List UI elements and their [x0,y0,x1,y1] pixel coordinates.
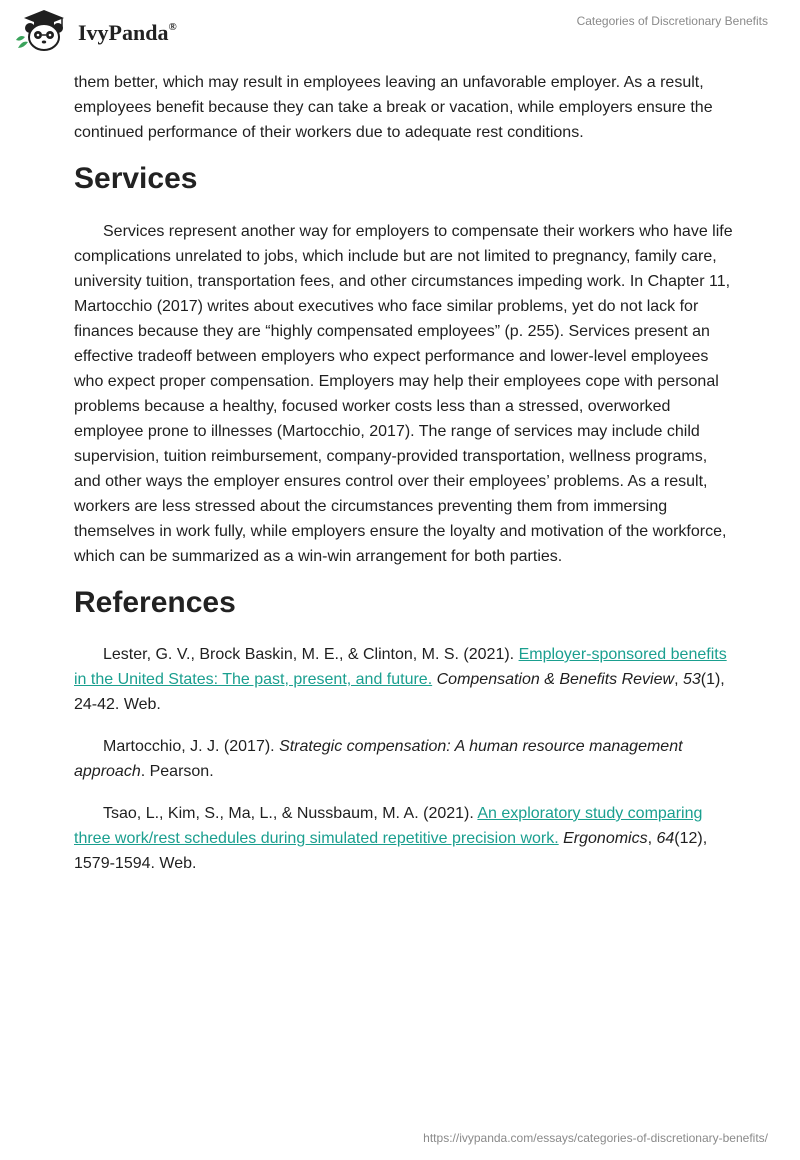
references-heading: References [74,586,236,619]
reference-volume: 53 [682,671,701,688]
services-paragraph: Services represent another way for employers to compensate their workers who have life complications unrelated to jobs, which include but are not limited to pregnancy, family care, university tuition, transportation fees, and other circumstances impeding work. In Chapter 11, Martocchio (2017) writes about executives who face similar problems, yet do not lack for finances because they are “highly compensated employees” (p. 255). Services present an effective tradeoff between employers who expect performance and lower-level employees who expect proper compensation. Employers may help their employees cope with personal problems because a healthy, focused worker costs less than a stressed, overworked employee prone to illnesses (Martocchio, 2017). The range of services may include child supervision, tuition reimbursement, company-provided transportation, wellness programs, and other ways the employer ensures control over their employees’ problems. As a result, workers are less stressed about the circumstances preventing them from immersing themselves in work fully, while employers ensure the loyalty and motivation of the workforce, which can be summarized as a win-win arrangement for both parties. [74,223,733,565]
essay-content [74,70,734,893]
reference-separator: , [674,671,683,688]
panda-logo-icon[interactable] [14,8,74,54]
registered-mark: ® [168,20,177,33]
reference-publisher: . Pearson. [140,763,214,780]
services-heading: Services [74,162,198,195]
document-title: Categories of Discretionary Benefits [576,14,768,28]
page-header [0,0,800,64]
reference-journal: Ergonomics [563,830,648,847]
reference-pages: (12), 1579-1594. Web. [74,830,708,872]
footer-url[interactable]: https://ivypanda.com/essays/categories-of-discretionary-benefits/ [423,1131,768,1145]
reference-link[interactable]: Employer-sponsored benefits in the United States: The past, present, and future. [74,646,727,688]
reference-item [74,642,734,717]
reference-authors: Tsao, L., Kim, S., Ma, L., & Nussbaum, M. A. (2021). [103,805,478,822]
reference-volume: 64 [656,830,675,847]
reference-book-title: Strategic compensation: A human resource management approach [74,738,683,780]
brand-text: IvyPanda [78,20,169,45]
reference-journal: Compensation & Benefits Review [436,671,675,688]
brand-name[interactable] [78,20,177,46]
reference-link[interactable]: An exploratory study comparing three work/rest schedules during simulated repetitive precision work. [74,805,703,847]
reference-item [74,734,734,784]
reference-item [74,801,734,876]
reference-authors: Martocchio, J. J. (2017). [103,738,280,755]
intro-paragraph: them better, which may result in employees leaving an unfavorable employer. As a result, employees benefit because they can take a break or vacation, while employers ensure the continued performance of their workers due to adequate rest conditions. [74,74,713,141]
reference-authors: Lester, G. V., Brock Baskin, M. E., & Clinton, M. S. (2021). [103,646,519,663]
reference-pages: (1), 24-42. Web. [74,671,725,713]
reference-separator: , [647,830,657,847]
